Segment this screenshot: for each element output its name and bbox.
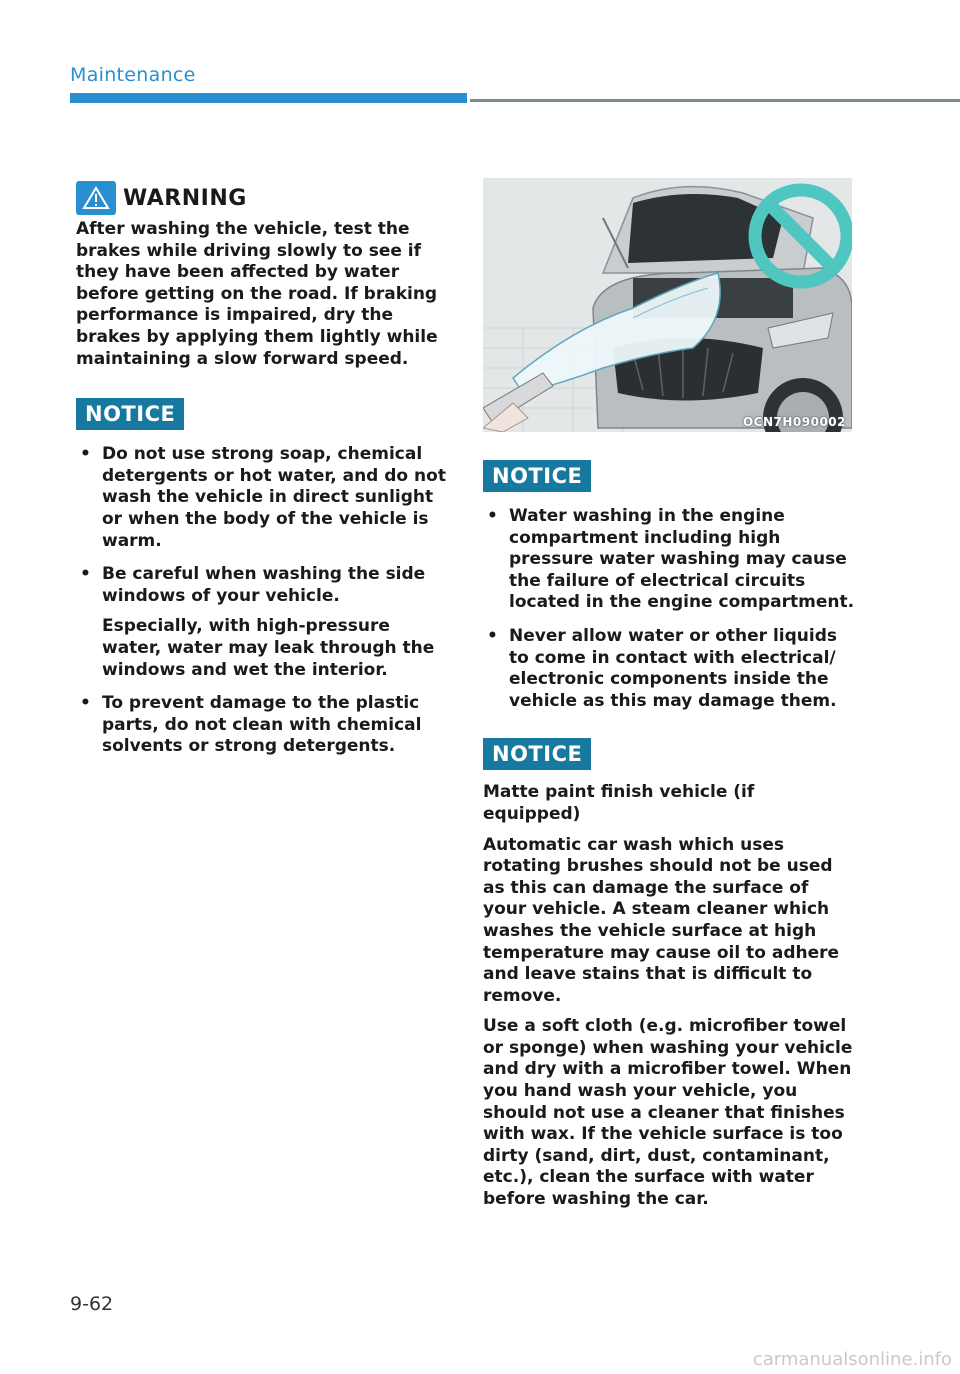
list-item [76, 564, 446, 681]
left-column [76, 180, 446, 770]
notice-badge: NOTICE [483, 738, 591, 770]
list-item-subtext: Especially, with high-pressure water, water may leak through the windows and wet the interior. [102, 616, 435, 680]
list-item-text: Water washing in the engine compartment including high pressure water washing may cause the failure of electrical circuits located in the engine compartment. [509, 506, 855, 613]
list-item [483, 506, 856, 614]
engine-wash-illustration [483, 178, 852, 432]
list-item [76, 444, 446, 552]
watermark: carmanualsonline.info [752, 1349, 952, 1370]
notice-heading: Matte paint finish vehicle (if equipped) [483, 782, 755, 824]
list-item-text: To prevent damage to the plastic parts, do not clean with chemical solvents or strong detergents. [102, 693, 422, 757]
warning-text: After washing the vehicle, test the brakes while driving slowly to see if they have been affected by water before getting on the road. If braking performance is impaired, dry the brakes by applying them lightly while maintaining a slow forward speed. [76, 219, 438, 369]
warning-header [76, 180, 446, 216]
warning-title: WARNING [123, 185, 247, 211]
notice-list [76, 444, 446, 758]
right-column [483, 178, 856, 1211]
list-item [76, 693, 446, 758]
notice-badge: NOTICE [76, 398, 184, 430]
header-accent-bar [70, 93, 467, 103]
list-item [483, 626, 856, 712]
list-item-text: Be careful when washing the side windows of your vehicle. [102, 564, 426, 606]
section-title: Maintenance [70, 64, 196, 86]
list-item-text: Do not use strong soap, chemical detergents or hot water, and do not wash the vehicle in direct sunlight or when the body of the vehicle is warm. [102, 444, 446, 551]
list-item-text: Never allow water or other liquids to come in contact with electrical/ electronic components inside the vehicle as this may damage them. [509, 625, 837, 711]
warning-triangle-icon [76, 181, 116, 215]
notice-badge: NOTICE [483, 460, 591, 492]
header-rule [470, 99, 960, 102]
notice-paragraph: Automatic car wash which uses rotating brushes should not be used as this can damage the surface of your vehicle. A steam cleaner which washes the vehicle surface at high temperature may cause oil to adhere and leave stains that is difficult to remove. [483, 834, 840, 1006]
page-number: 9-62 [70, 1293, 114, 1315]
notice-paragraph: Use a soft cloth (e.g. microfiber towel or sponge) when washing your vehicle and dry with a microfiber towel. When you hand wash your vehicle, you should not use a cleaner that finishes with wax. If the vehicle surface is too dirty (sand, dirt, dust, contaminant, etc.), clean the surface with water before washing the car. [483, 1016, 853, 1210]
notice-list [483, 506, 856, 712]
figure-code: OCN7H090002 [742, 415, 846, 429]
